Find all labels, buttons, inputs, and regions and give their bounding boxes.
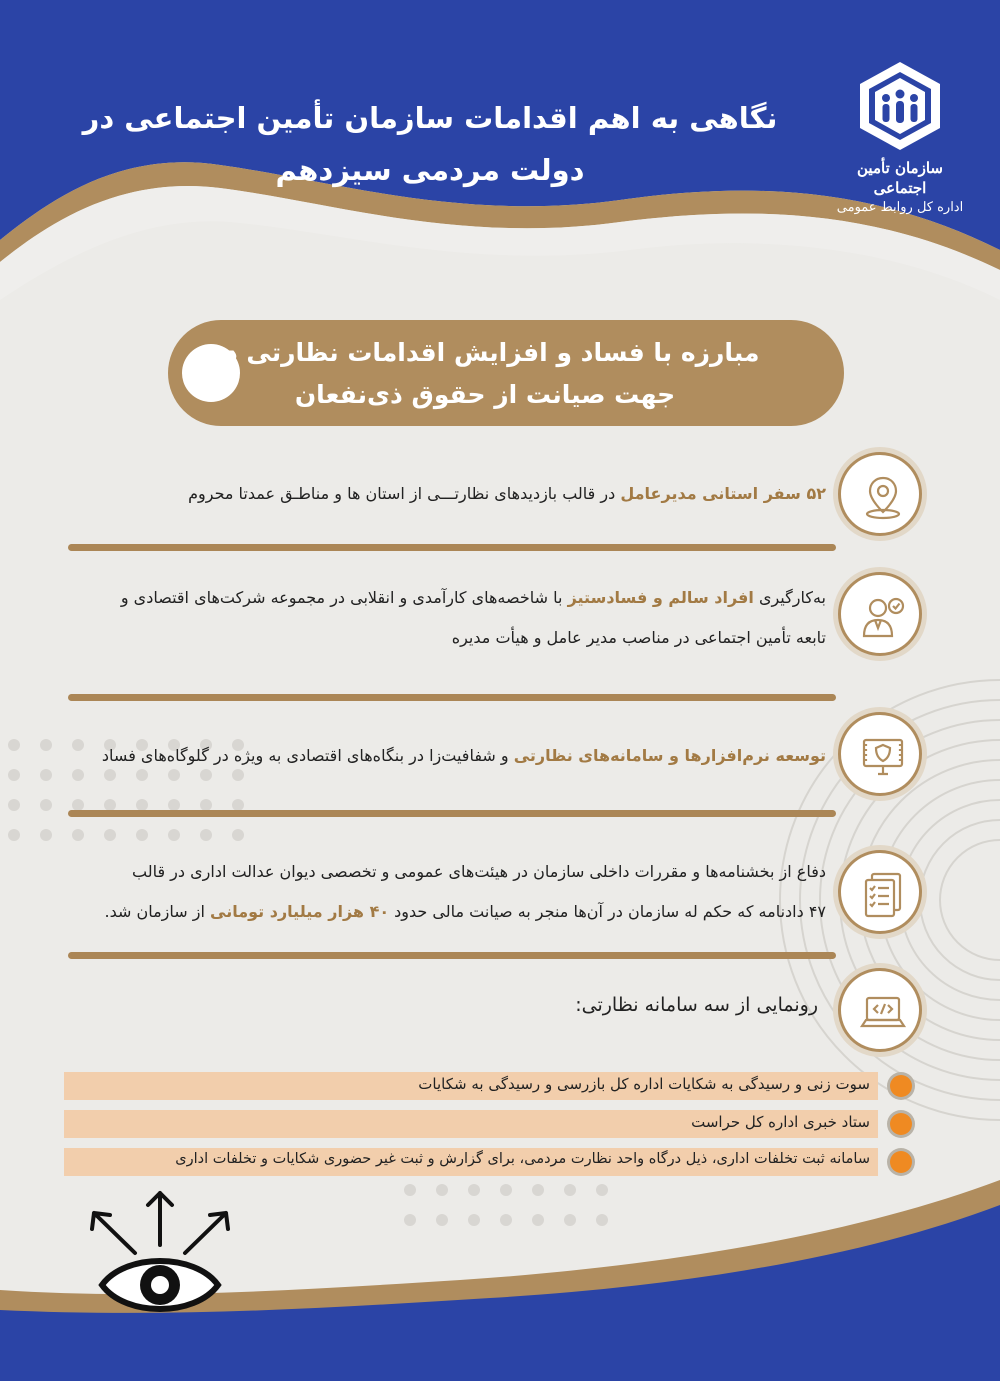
item-4-line1: دفاع از بخشنامه‌ها و مقررات داخلی سازمان در هیئت‌های عمومی و تخصصی دیوان عدالت اداری در قالب bbox=[131, 862, 826, 881]
logo-caption-line2: اداره کل روابط عمومی bbox=[836, 200, 964, 215]
eye-arrows-icon bbox=[80, 1185, 240, 1325]
item-4-highlight: ۴۰ هزار میلیارد تومانی bbox=[210, 902, 390, 921]
laptop-code-icon bbox=[838, 968, 922, 1052]
location-pin-icon bbox=[838, 452, 922, 536]
section-title-line1: مبارزه با فساد و افزایش اقدامات نظارتی در bbox=[210, 338, 760, 367]
item-4-text bbox=[60, 852, 826, 932]
divider-2 bbox=[68, 694, 836, 701]
list-item-2-text: ستاد خبری اداره کل حراست bbox=[691, 1113, 870, 1131]
list-title: رونمایی از سه سامانه نظارتی: bbox=[575, 994, 818, 1016]
divider-1 bbox=[68, 544, 836, 551]
item-4-line2-pre: ۴۷ دادنامه که حکم له سازمان در آن‌ها منجر به صیانت مالی حدود bbox=[389, 902, 826, 921]
item-4-line2-post: از سازمان شد. bbox=[104, 902, 211, 921]
list-item-1-text: سوت زنی و رسیدگی به شکایات اداره کل بازرسی و رسیدگی به شکایات bbox=[418, 1075, 870, 1093]
item-2-line2: تابعه تأمین اجتماعی در مناصب مدیر عامل و هیأت مدیره bbox=[451, 628, 826, 647]
item-2-line1-rest: با شاخصه‌های کارآمدی و انقلابی در مجموعه شرکت‌های اقتصادی و bbox=[120, 588, 568, 607]
list-bullet-3 bbox=[890, 1151, 912, 1173]
item-2-pre: به‌کارگیری bbox=[753, 588, 826, 607]
section-title bbox=[200, 332, 770, 416]
page-title-line2: دولت مردمی سیزدهم bbox=[275, 153, 585, 187]
logo-caption-line1: سازمان تأمین اجتماعی bbox=[857, 159, 943, 197]
manager-check-icon bbox=[838, 572, 922, 656]
item-3-rest: و شفافیت‌زا در بنگاه‌های اقتصادی به ویژه در گلوگاه‌های فساد bbox=[101, 746, 514, 765]
page-title-line1: نگاهی به اهم اقدامات سازمان تأمین اجتماعی در bbox=[82, 101, 778, 135]
section-title-line2: جهت صیانت از حقوق ذی‌نفعان bbox=[294, 380, 676, 409]
item-1-highlight: ۵۲ سفر استانی مدیرعامل bbox=[620, 484, 826, 503]
item-4-line2 bbox=[60, 892, 826, 932]
list-item-3-text: سامانه ثبت تخلفات اداری، ذیل درگاه واحد نظارت مردمی، برای گزارش و ثبت غیر حضوری شکایات و تخلفات اداری bbox=[175, 1151, 870, 1167]
list-item-3 bbox=[64, 1148, 878, 1176]
organization-logo bbox=[835, 58, 965, 218]
list-item-2 bbox=[64, 1110, 878, 1138]
documents-checklist-icon bbox=[838, 850, 922, 934]
list-item-1 bbox=[64, 1072, 878, 1100]
item-2-line1 bbox=[60, 578, 826, 618]
item-1-text bbox=[120, 474, 826, 514]
divider-3 bbox=[68, 810, 836, 817]
item-2-text bbox=[60, 578, 826, 658]
divider-4 bbox=[68, 952, 836, 959]
item-3-text bbox=[60, 736, 826, 776]
item-2-highlight: افراد سالم و فسادستیز bbox=[567, 588, 754, 607]
page-title bbox=[60, 92, 800, 196]
list-bullet-2 bbox=[890, 1113, 912, 1135]
item-1-rest: در قالب بازدیدهای نظارتـــی از استان ها و مناطـق عمدتا محروم bbox=[188, 484, 621, 503]
tamin-logo-icon bbox=[852, 58, 948, 154]
item-3-highlight: توسعه نرم‌افزارها و سامانه‌های نظارتی bbox=[513, 746, 826, 765]
monitor-shield-icon bbox=[838, 712, 922, 796]
list-bullet-1 bbox=[890, 1075, 912, 1097]
